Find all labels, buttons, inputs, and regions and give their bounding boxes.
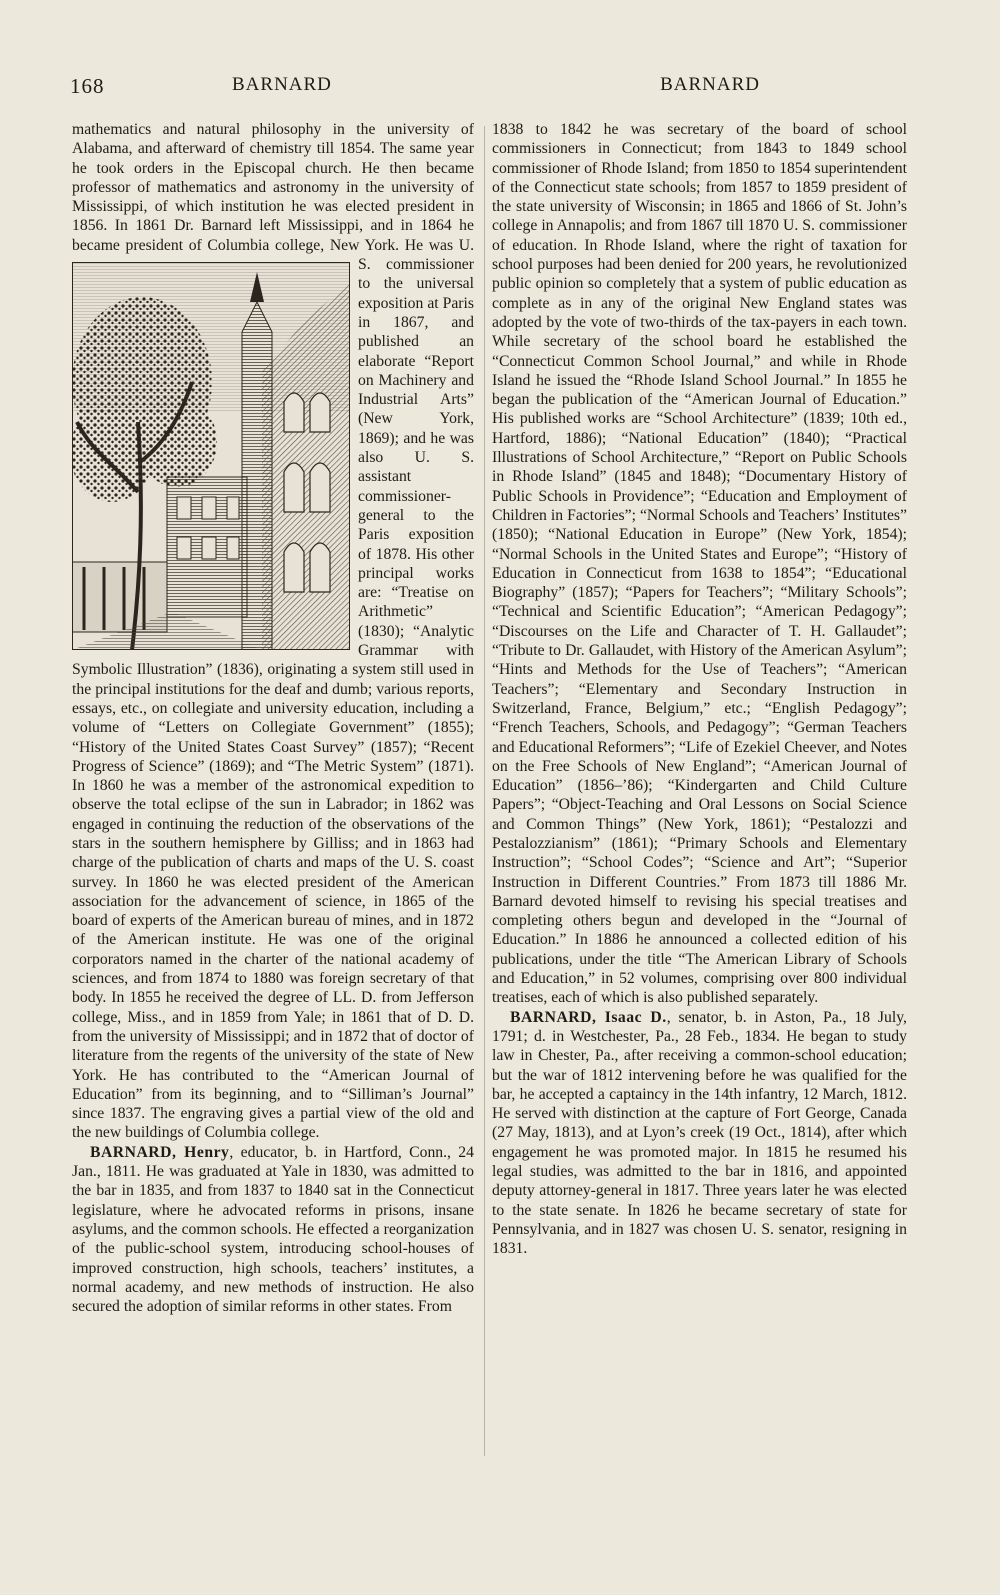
- running-head-left: BARNARD: [232, 74, 332, 95]
- right-column: [492, 120, 907, 1480]
- running-head: [70, 74, 760, 100]
- left-column: [72, 120, 474, 1460]
- page-number: 168: [70, 74, 105, 98]
- column-divider: [484, 126, 485, 1456]
- columbia-college-engraving: [72, 262, 350, 650]
- paragraph-barnard-fap-continued: mathematics and natural philosophy in the university of Alabama, and afterward of chemistry till 1854. The same year he took orders in the Episcopal church. He then became professor of mathematics and astronomy in the university of Mississippi, of which institution he was elected president in 1856. In 1861 Dr. Barnard left Mississippi, and in 1864 he became president of Columbia college, New York. He was U. S. commissioner to the universal exposition at Paris in 1867, and published an elaborate “Report on Machinery and Industrial Arts” (New York, 1869); and he was also U. S. assistant commissioner-general to the Paris exposition of 1878. His other principal works are: “Treatise on Arithmetic” (1830); “Analytic Grammar with Symbolic Illustration” (1836), originating a system still used in the principal institutions for the deaf and dumb; various reports, essays, etc., on collegiate and university education, including a volume of “Letters on Collegiate Government” (1855); “History of the United States Coast Survey” (1857); “Recent Progress of Science” (1869); and “The Metric System” (1871). In 1860 he was a member of the astronomical expedition to observe the total eclipse of the sun in Labrador; in 1862 was engaged in continuing the reduction of the observations of the stars in the southern hemisphere by Gilliss; and in 1863 had charge of the publication of charts and maps of the U. S. coast survey. In 1860 he was elected president of the American association for the advancement of science, in 1865 of the board of experts of the American bureau of mines, and in 1872 of the American institute. He was one of the original corporators named in the charter of the national academy of sciences, and from 1874 to 1880 was foreign secretary of that body. In 1855 he received the degree of LL. D. from Jefferson college, Miss., and in 1859 from Yale; in 1861 that of D. D. from the university of Mississippi; and in 1872 that of doctor of literature from the regents of the university of the state of New York. He has contributed to the “American Journal of Education” from its beginning, and to “Silliman’s Journal” since 1837. The engraving gives a partial view of the old and the new buildings of Columbia college.: [72, 121, 474, 1142]
- entry-isaac-barnard-text: , senator, b. in Aston, Pa., 18 July, 1791; d. in Westchester, Pa., 28 Feb., 1834. He began to study law in Chester, Pa., after receiving a common-school education; but the war of 1812 intervening before he was qualified for the bar, he accepted a captaincy in the 14th infantry, 12 March, 1812. He served with distinction at the capture of Fort George, Canada (27 May, 1813), and at Lyon’s creek (19 Oct., 1814), after which engagement he was promoted major. In 1815 he resumed his legal studies, was admitted to the bar in 1816, and appointed deputy attorney-general in 1817. Three years later he was elected to the state senate. In 1826 he became secretary of state for Pennsylvania, and in 1827 was chosen U. S. senator, resigning in 1831.: [492, 1008, 907, 1258]
- entry-henry-barnard-text: , educator, b. in Hartford, Conn., 24 Jan., 1811. He was graduated at Yale in 1830, was admitted to the bar in 1835, and from 1837 to 1840 sat in the Connecticut legislature, where he advocated reforms in prisons, insane asylums, and the common schools. He effected a reorganization of the public-school system, introducing school-houses of improved construction, high schools, teachers’ institutes, a normal academy, and new methods of instruction. He also secured the adoption of similar reforms in other states. From: [72, 1143, 474, 1316]
- headword-isaac-barnard: BARNARD, Isaac D.: [510, 1008, 667, 1026]
- headword-henry-barnard: BARNARD, Henry: [90, 1143, 230, 1161]
- paragraph-henry-barnard-continued: 1838 to 1842 he was secretary of the board of school commissioners in Connecticut; from 1843 to 1849 school commissioner of Rhode Island; from 1850 to 1854 superintendent of the Connecticut state schools; from 1857 to 1859 president of the state university of Wisconsin; in 1865 and 1866 of St. John’s college in Annapolis; and from 1867 till 1870 U. S. commissioner of education. In Rhode Island, where the right of taxation for school purposes had been denied for 200 years, he revolutionized public opinion so completely that a system of public education as complete as in any of the original New England states was adopted by the vote of two-thirds of the tax-payers in each town. While secretary of the school board he established the “Connecticut Common School Journal,” and while in Rhode Island he issued the “Rhode Island School Journal.” In 1855 he began the publication of the “American Journal of Education.” His published works are “School Architecture” (1839; 10th ed., Hartford, 1886); “National Education” (1840); “Practical Illustrations of School Architecture,” “Report on Public Schools in Rhode Island” (1845 and 1848); “Documentary History of Public Schools in Providence”; “Education and Employment of Children in Factories”; “Normal Schools and Teachers’ Institutes” (1850); “National Education in Europe” (New York, 1854); “Normal Schools in the United States and Europe”; “History of Education in Connecticut from 1638 to 1854”; “Educational Biography” (1857); “Papers for Teachers”; “Military Schools”; “Technical and Scientific Education”; “American Pedagogy”; “Discourses on the Life and Character of T. H. Gallaudet”; “Tribute to Dr. Gallaudet, with History of the American Asylum”; “Hints and Methods for the Use of Teachers”; “American Teachers”; “Elementary and Secondary Instruction in Switzerland, France, Belgium,” etc.; “English Pedagogy”; “French Teachers, Schools, and Pedagogy”; “German Teachers and Educational Reformers”; “Life of Ezekiel Cheever, and Notes on the Free Schools of New England”; “American Journal of Education” (1856–’86); “Kindergarten and Child Culture Papers”; “Object-Teaching and Oral Lessons on Social Science and Common Things” (New York, 1861); “Pestalozzi and Pestalozzianism” (1861); “Primary Schools and Elementary Instruction”; “School Codes”; “Science and Art”; “Superior Instruction in Different Countries.” From 1873 till 1886 Mr. Barnard devoted himself to revising his special treatises and completing others begun and developed in the “Journal of Education.” In 1886 he announced a collected edition of his publications, under the title “The American Library of Schools and Education,” in 52 volumes, comprising over 800 individual treatises, each of which is also published separately.: [492, 121, 907, 1007]
- running-head-right: BARNARD: [660, 74, 760, 95]
- entry-henry-barnard: [72, 1143, 474, 1317]
- entry-isaac-barnard: [492, 1008, 907, 1259]
